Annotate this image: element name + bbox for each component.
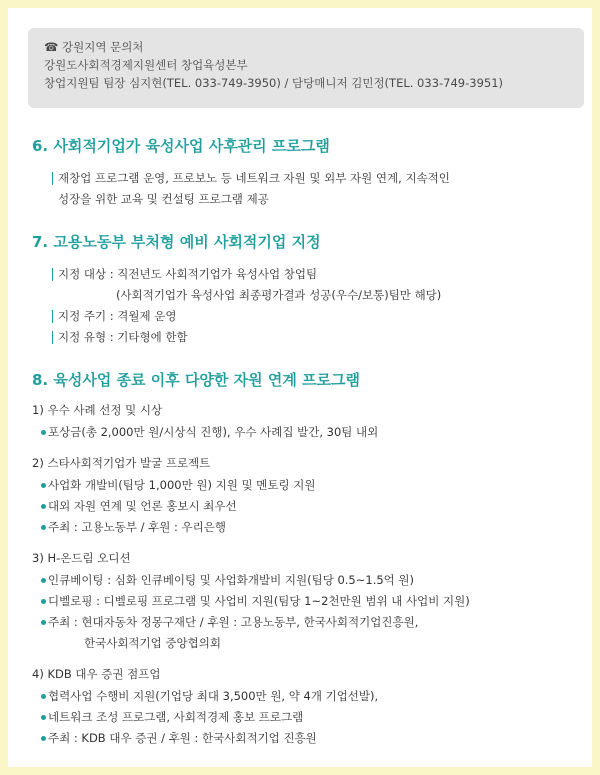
list-item-text: 디벨로핑 : 디벨로핑 프로그램 및 사업비 지원(팀당 1~2천만원 범위 내 사업비 지원) bbox=[48, 594, 470, 608]
phone-icon: ☎ bbox=[44, 40, 59, 54]
section-7 bbox=[32, 232, 572, 348]
bullet-dot-icon bbox=[41, 430, 46, 435]
contact-box bbox=[28, 28, 584, 108]
list-item bbox=[32, 707, 572, 728]
list-item-continuation: 한국사회적기업 중앙협의회 bbox=[84, 636, 221, 650]
sub-section-title: 1) 우수 사례 선정 및 시상 bbox=[32, 403, 163, 417]
list-item bbox=[32, 686, 572, 707]
list-item-text: 포상금(총 2,000만 원/시상식 진행), 우수 사례집 발간, 30팀 내외 bbox=[48, 425, 379, 439]
bullet-dot-icon bbox=[41, 736, 46, 741]
bullet-dot-icon bbox=[41, 578, 46, 583]
sub-section-title: 4) KDB 대우 증권 점프업 bbox=[32, 667, 161, 681]
section-6 bbox=[32, 136, 572, 210]
designation-target: 지정 대상 : 직전년도 사회적기업가 육성사업 창업팀 bbox=[32, 264, 572, 285]
list-item bbox=[32, 728, 572, 749]
bullet-dot-icon bbox=[41, 694, 46, 699]
contact-title: 강원지역 문의처 bbox=[62, 40, 144, 54]
list-item bbox=[32, 517, 572, 538]
section-8-title: 8. 육성사업 종료 이후 다양한 자원 연계 프로그램 bbox=[32, 371, 361, 389]
sub-section-1 bbox=[32, 400, 572, 443]
bullet-dot-icon bbox=[41, 483, 46, 488]
list-item bbox=[32, 570, 572, 591]
section-6-line-1: 재창업 프로그램 운영, 프로보노 등 네트워크 자원 및 외부 자원 연계, 지속적인 bbox=[32, 168, 572, 189]
sub-section-title: 3) H-온드림 오디션 bbox=[32, 551, 131, 565]
section-6-title: 6. 사회적기업가 육성사업 사후관리 프로그램 bbox=[32, 137, 330, 155]
list-item-text: 주최 : 현대자동차 정몽구재단 / 후원 : 고용노동부, 한국사회적기업진흥원, bbox=[48, 615, 419, 629]
sub-section-2 bbox=[32, 453, 572, 538]
content bbox=[32, 136, 572, 771]
bullet-dot-icon bbox=[41, 599, 46, 604]
bullet-dot-icon bbox=[41, 620, 46, 625]
contact-line: 창업지원팀 팀장 심지현(TEL. 033-749-3950) / 담당매니저 김민정(TEL. 033-749-3951) bbox=[44, 76, 504, 90]
contact-org: 강원도사회적경제지원센터 창업육성본부 bbox=[44, 58, 248, 72]
bullet-dot-icon bbox=[41, 715, 46, 720]
list-item bbox=[32, 475, 572, 496]
sub-section-title: 2) 스타사회적기업가 발굴 프로젝트 bbox=[32, 456, 211, 470]
designation-cycle: 지정 주기 : 격월제 운영 bbox=[32, 306, 572, 327]
list-item bbox=[32, 612, 572, 633]
list-item bbox=[32, 496, 572, 517]
bullet-dot-icon bbox=[41, 504, 46, 509]
list-item-text: 네트워크 조성 프로그램, 사회적경제 홍보 프로그램 bbox=[48, 710, 304, 724]
designation-type: 지정 유형 : 기타형에 한함 bbox=[32, 327, 572, 348]
section-6-line-2: 성장을 위한 교육 및 컨설팅 프로그램 제공 bbox=[58, 192, 269, 206]
list-item bbox=[32, 422, 572, 443]
list-item-text: 인큐베이팅 : 심화 인큐베이팅 및 사업화개발비 지원(팀당 0.5~1.5억 원) bbox=[48, 573, 415, 587]
bullet-dot-icon bbox=[41, 525, 46, 530]
sub-section-4 bbox=[32, 664, 572, 749]
list-item-text: 주최 : KDB 대우 증권 / 후원 : 한국사회적기업 진흥원 bbox=[48, 731, 317, 745]
designation-target-note: (사회적기업가 육성사업 최종평가결과 성공(우수/보통)팀만 해당) bbox=[116, 288, 442, 302]
list-item-text: 대외 자원 연계 및 언론 홍보시 최우선 bbox=[48, 499, 237, 513]
list-item-text: 협력사업 수행비 지원(기업당 최대 3,500만 원, 약 4개 기업선발), bbox=[48, 689, 379, 703]
sub-section-3 bbox=[32, 548, 572, 654]
list-item-text: 주최 : 고용노동부 / 후원 : 우리은행 bbox=[48, 520, 226, 534]
section-7-title: 7. 고용노동부 부처형 예비 사회적기업 지정 bbox=[32, 233, 321, 251]
list-item-text: 사업화 개발비(팀당 1,000만 원) 지원 및 멘토링 지원 bbox=[48, 478, 316, 492]
list-item bbox=[32, 591, 572, 612]
section-8 bbox=[32, 370, 572, 749]
contact-title-row bbox=[44, 38, 568, 56]
page bbox=[8, 8, 592, 767]
